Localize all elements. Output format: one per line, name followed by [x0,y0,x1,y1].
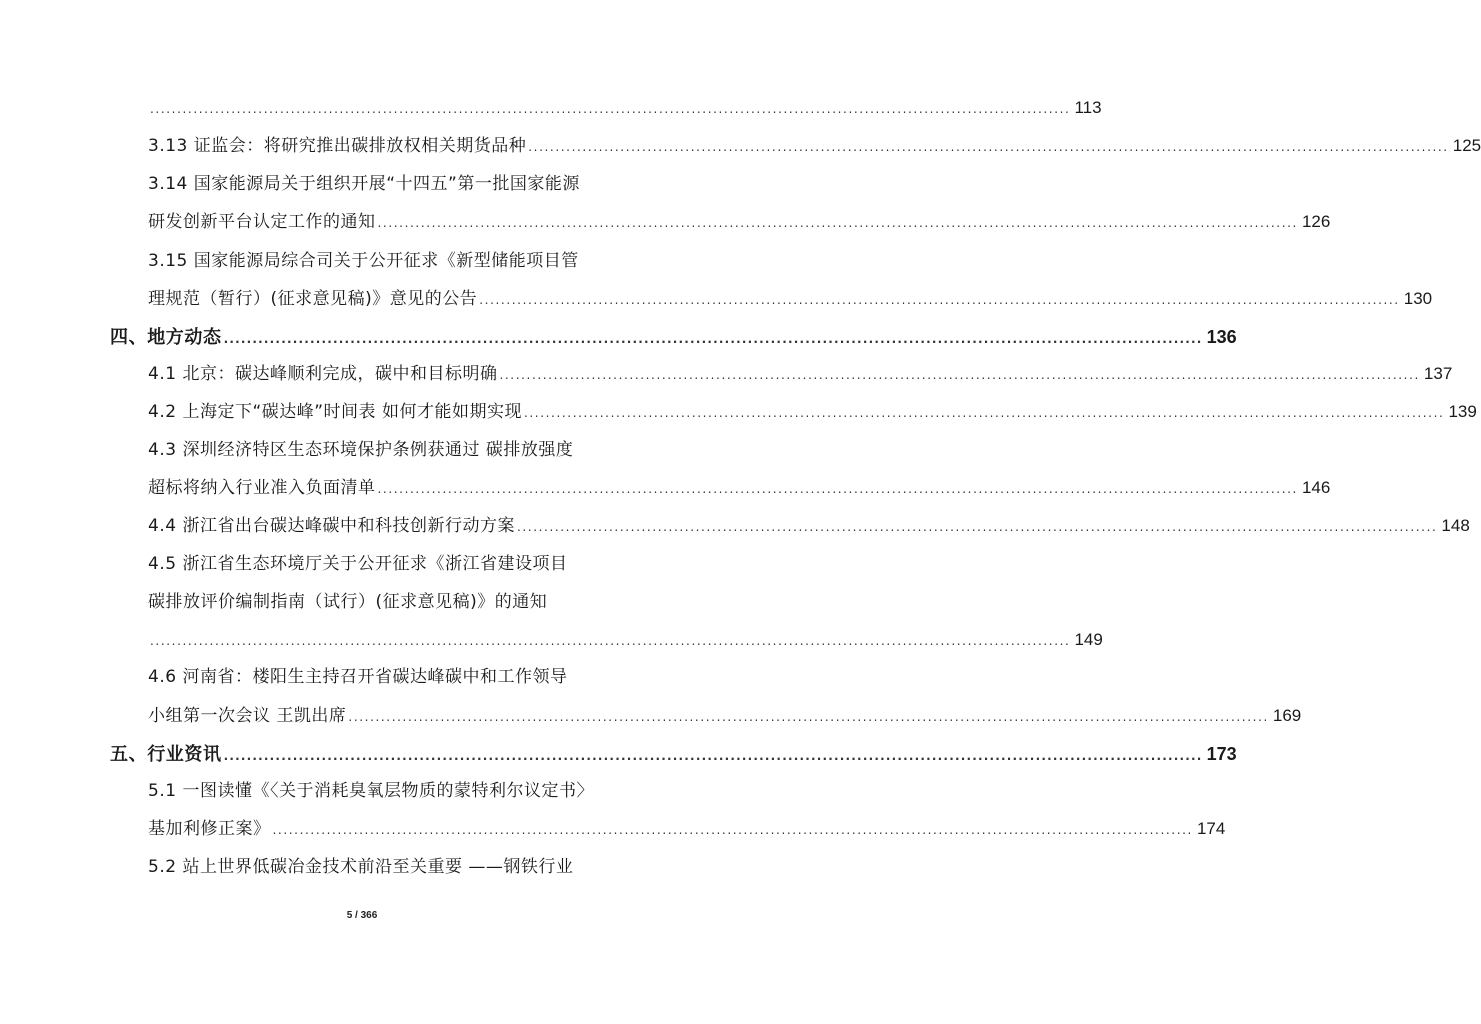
toc-page-number: 149 [1074,630,1103,649]
toc-page-number: 139 [1448,402,1477,421]
toc-dot-leader: .......................................................................................................................................................................... [479,293,1400,307]
toc-entry-3-14-line2 [148,210,1331,235]
toc-page-number: 174 [1196,819,1226,838]
toc-entry-4-5-line2 [148,590,614,614]
toc-entry-title: 3.14 国家能源局关于组织开展“十四五”第一批国家能源 [148,174,580,194]
toc-section-4 [110,325,1237,351]
toc-entry-title: 5.2 站上世界低碳冶金技术前沿至关重要 ——钢铁行业 [148,857,574,877]
toc-entry-4-1 [148,362,1453,387]
toc-dot-leader: .......................................................................................................................................................................... [272,823,1193,837]
toc-entry-4-5-line3 [148,628,1103,653]
toc-entry-title: 4.5 浙江省生态环境厅关于公开征求《浙江省建设项目 [148,554,568,574]
toc-entry-3-13 [148,134,1481,159]
toc-dot-leader: .......................................................................................................................................................................... [377,216,1298,230]
toc-entry-4-6-line1 [148,665,614,689]
toc-entry-4-6-line2 [148,704,1302,729]
toc-entry-title: 理规范（暂行）(征求意见稿)》意见的公告 [148,289,478,309]
toc-dot-leader: .......................................................................................................................................................................... [523,406,1445,420]
toc-entry-4-3-line1 [148,438,614,462]
toc-section-title: 五、行业资讯 [110,744,222,765]
toc-entry-5-1-line1 [148,779,614,803]
toc-page-number: 126 [1301,212,1331,231]
toc-section-title: 四、地方动态 [110,327,222,348]
toc-page-number: 173 [1206,744,1237,764]
toc-page-number: 169 [1272,706,1302,725]
toc-entry-title: 超标将纳入行业准入负面清单 [148,478,376,498]
toc-dot-leader: .......................................................................................................................................................................... [150,634,1071,648]
toc-entry-title: 碳排放评价编制指南（试行）(征求意见稿)》的通知 [148,592,548,612]
toc-dot-leader: .......................................................................................................................................................................... [377,482,1298,496]
toc-page-number: 130 [1403,289,1433,308]
toc-entry-title: 4.3 深圳经济特区生态环境保护条例获通过 碳排放强度 [148,440,574,460]
toc-entry-5-2-line1 [148,855,614,879]
toc-dot-leader: .......................................................................................................................................................................... [223,332,1203,346]
toc-dot-leader: .......................................................................................................................................................................... [150,102,1071,116]
toc-entry-title: 小组第一次会议 王凯出席 [148,706,347,726]
toc-entry-5-1-line2 [148,817,1226,842]
toc-entry-title: 4.4 浙江省出台碳达峰碳中和科技创新行动方案 [148,516,515,536]
toc-dot-leader: .......................................................................................................................................................................... [223,749,1203,763]
toc-dot-leader: .......................................................................................................................................................................... [528,140,1449,154]
page-indicator: 5 / 366 [346,910,378,921]
toc-dot-leader: .......................................................................................................................................................................... [348,710,1269,724]
toc-entry-continuation [148,96,1102,121]
toc-entry-3-15-line1 [148,249,614,273]
toc-entry-4-3-line2 [148,476,1331,501]
toc-entry-3-15-line2 [148,287,1433,312]
toc-entry-4-4 [148,514,1470,539]
toc-entry-title: 5.1 一图读懂《〈关于消耗臭氧层物质的蒙特利尔议定书〉 [148,781,594,801]
toc-page-number: 125 [1452,136,1481,155]
toc-dot-leader: .......................................................................................................................................................................... [499,368,1420,382]
toc-entry-4-2 [148,400,1477,425]
toc-entry-title: 4.2 上海定下“碳达峰”时间表 如何才能如期实现 [148,402,522,422]
toc-entry-4-5-line1 [148,552,614,576]
toc-page-number: 148 [1441,516,1470,535]
toc-page-number: 136 [1206,327,1237,347]
toc-dot-leader: .......................................................................................................................................................................... [516,520,1438,534]
toc-entry-title: 3.13 证监会：将研究推出碳排放权相关期货品种 [148,136,527,156]
toc-page-number: 146 [1301,478,1331,497]
toc-entry-title: 研发创新平台认定工作的通知 [148,212,376,232]
toc-page-number: 137 [1423,364,1453,383]
toc-entry-title: 4.6 河南省：楼阳生主持召开省碳达峰碳中和工作领导 [148,667,568,687]
toc-section-5 [110,742,1237,768]
toc-entry-title: 3.15 国家能源局综合司关于公开征求《新型储能项目管 [148,251,579,271]
toc-page-number: 113 [1074,98,1102,117]
toc-entry-title: 4.1 北京：碳达峰顺利完成，碳中和目标明确 [148,364,498,384]
toc-entry-3-14-line1 [148,172,614,196]
toc-entry-title: 基加利修正案》 [148,819,271,839]
